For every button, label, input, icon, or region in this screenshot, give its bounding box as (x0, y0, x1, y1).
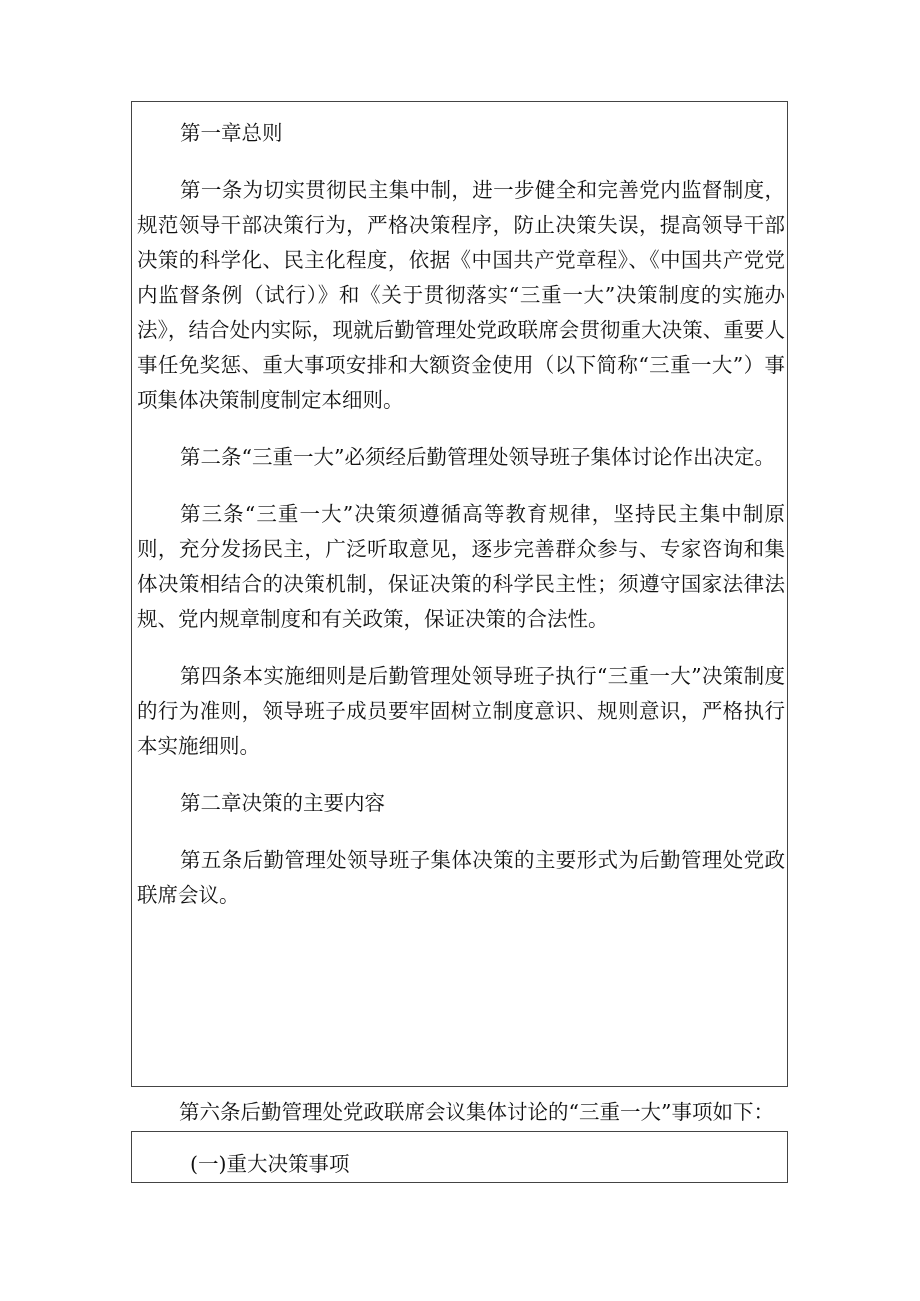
article-6: 第六条后勤管理处党政联席会议集体讨论的“三重一大”事项如下： (179, 1100, 774, 1124)
article-1: 第一条为切实贯彻民主集中制，进一步健全和完善党内监督制度，规范领导干部决策行为，严格决策程序，防止决策失误，提高领导干部决策的科学化、民主化程度，依据《中国共产党章程》、《中国共产党党内监督条例（试行）》和《关于贯彻落实“三重一大”决策制度的实施办法》，结合处内实际，现就后勤管理处党政联席会贯彻重大决策、重要人事任免奖惩、重大事项安排和大额资金使用（以下简称“三重一大”）事项集体决策制度制定本细则。 (137, 178, 785, 412)
article-5: 第五条后勤管理处领导班子集体决策的主要形式为后勤管理处党政联席会议。 (137, 848, 785, 907)
chapter-heading-2: 第二章决策的主要内容 (180, 791, 385, 815)
bottom-content-box (131, 1131, 788, 1183)
main-content-box (131, 101, 788, 1087)
article-3: 第三条“三重一大”决策须遵循高等教育规律，坚持民主集中制原则，充分发扬民主，广泛听取意见，逐步完善群众参与、专家咨询和集体决策相结合的决策机制，保证决策的科学民主性；须遵守国家法律法规、党内规章制度和有关政策，保证决策的合法性。 (137, 502, 785, 631)
sub-item-major-decisions: (一)重大决策事项 (190, 1152, 350, 1176)
chapter-heading-1: 第一章总则 (180, 121, 283, 145)
article-2: 第二条“三重一大”必须经后勤管理处领导班子集体讨论作出决定。 (180, 445, 775, 469)
article-4: 第四条本实施细则是后勤管理处领导班子执行“三重一大”决策制度的行为准则，领导班子成员要牢固树立制度意识、规则意识，严格执行本实施细则。 (137, 664, 785, 758)
